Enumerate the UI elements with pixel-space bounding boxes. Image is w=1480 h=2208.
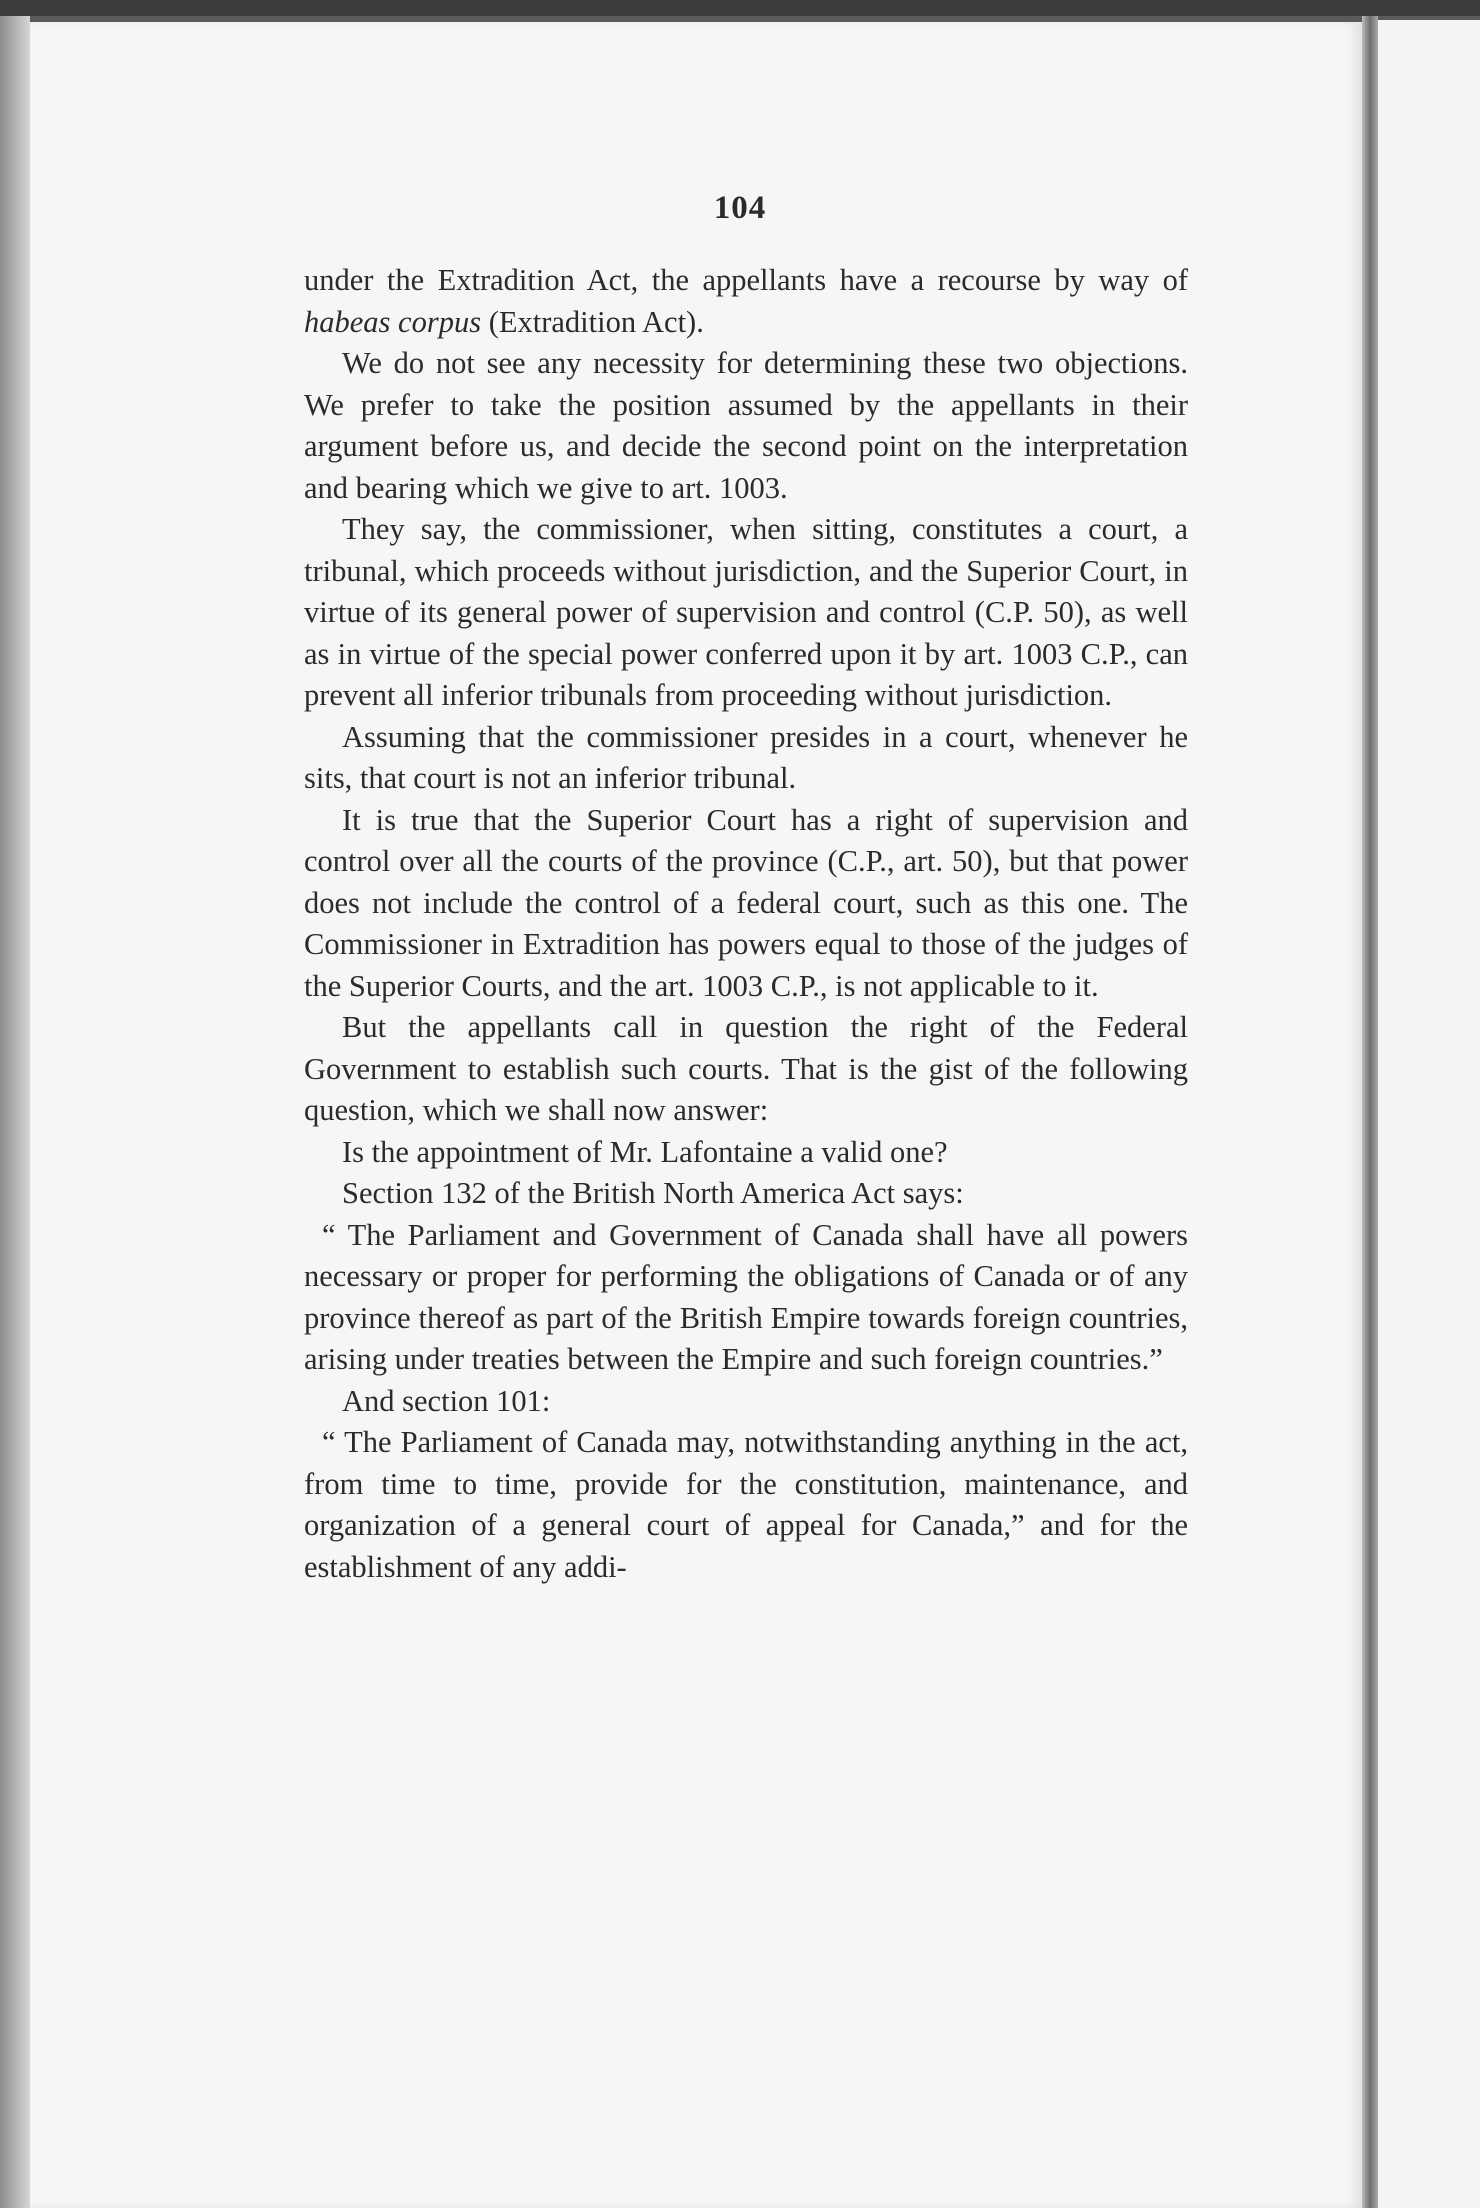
paragraph-1-text-b: (Extradition Act).	[481, 304, 704, 339]
page-stack-edge	[0, 16, 30, 2208]
paragraph-3: They say, the commissioner, when sitting, constitutes a court, a tribunal, which proceeds without jurisdiction, and the Superior Court, in virtue of its general power of supervision and control (C.P. 50), as well as in virtue of the special power conferred upon it by art. 1003 C.P., can prevent all inferior tribunals from proceeding without jurisdiction.	[304, 512, 1188, 712]
paragraph-10: And section 101:	[342, 1383, 551, 1418]
paragraph-1-text-a: under the Extradition Act, the appellants have a recourse by way of	[304, 263, 1188, 297]
book-gutter	[1362, 16, 1378, 2208]
paragraph-1	[304, 260, 1188, 343]
paragraph-8: Section 132 of the British North America Act says:	[342, 1176, 964, 1210]
quotation-section-132: “ The Parliament and Government of Canada shall have all powers necessary or proper for performing the obligations of Canada or of any province thereof as part of the British Empire towards foreign countries, arising under treaties between the Empire and such foreign countries.”	[304, 1217, 1188, 1376]
scan-top-border	[0, 0, 1480, 16]
paragraph-4: Assuming that the commissioner presides in a court, whenever he sits, that court is not an inferior tribunal.	[304, 719, 1188, 795]
paragraph-5: It is true that the Superior Court has a right of supervision and control over all the courts of the province (C.P., art. 50), but that power does not include the control of a federal court, such as this one. The Commissioner in Extradition has powers equal to those of the judges of the Superior Courts, and the art. 1003 C.P., is not applicable to it.	[304, 802, 1188, 1003]
paragraph-2: We do not see any necessity for determining these two objections. We prefer to take the position assumed by the appellants in their argument before us, and decide the second point on the interpretation and bearing which we give to art. 1003.	[304, 346, 1188, 505]
paragraph-6: But the appellants call in question the right of the Federal Government to establish such courts. That is the gist of the following question, which we shall now answer:	[304, 1010, 1188, 1127]
paragraph-7: Is the appointment of Mr. Lafontaine a valid one?	[342, 1134, 948, 1169]
facing-page-edge	[1378, 20, 1480, 2208]
page-number: 104	[713, 190, 767, 226]
quotation-section-101: “ The Parliament of Canada may, notwithstanding anything in the act, from time to time, provide for the constitution, maintenance, and organization of a general court of appeal for Canada,” and for the establishment of any addi-	[304, 1425, 1188, 1584]
body-text	[304, 260, 1188, 1588]
paragraph-1-italic: habeas corpus	[304, 304, 482, 339]
